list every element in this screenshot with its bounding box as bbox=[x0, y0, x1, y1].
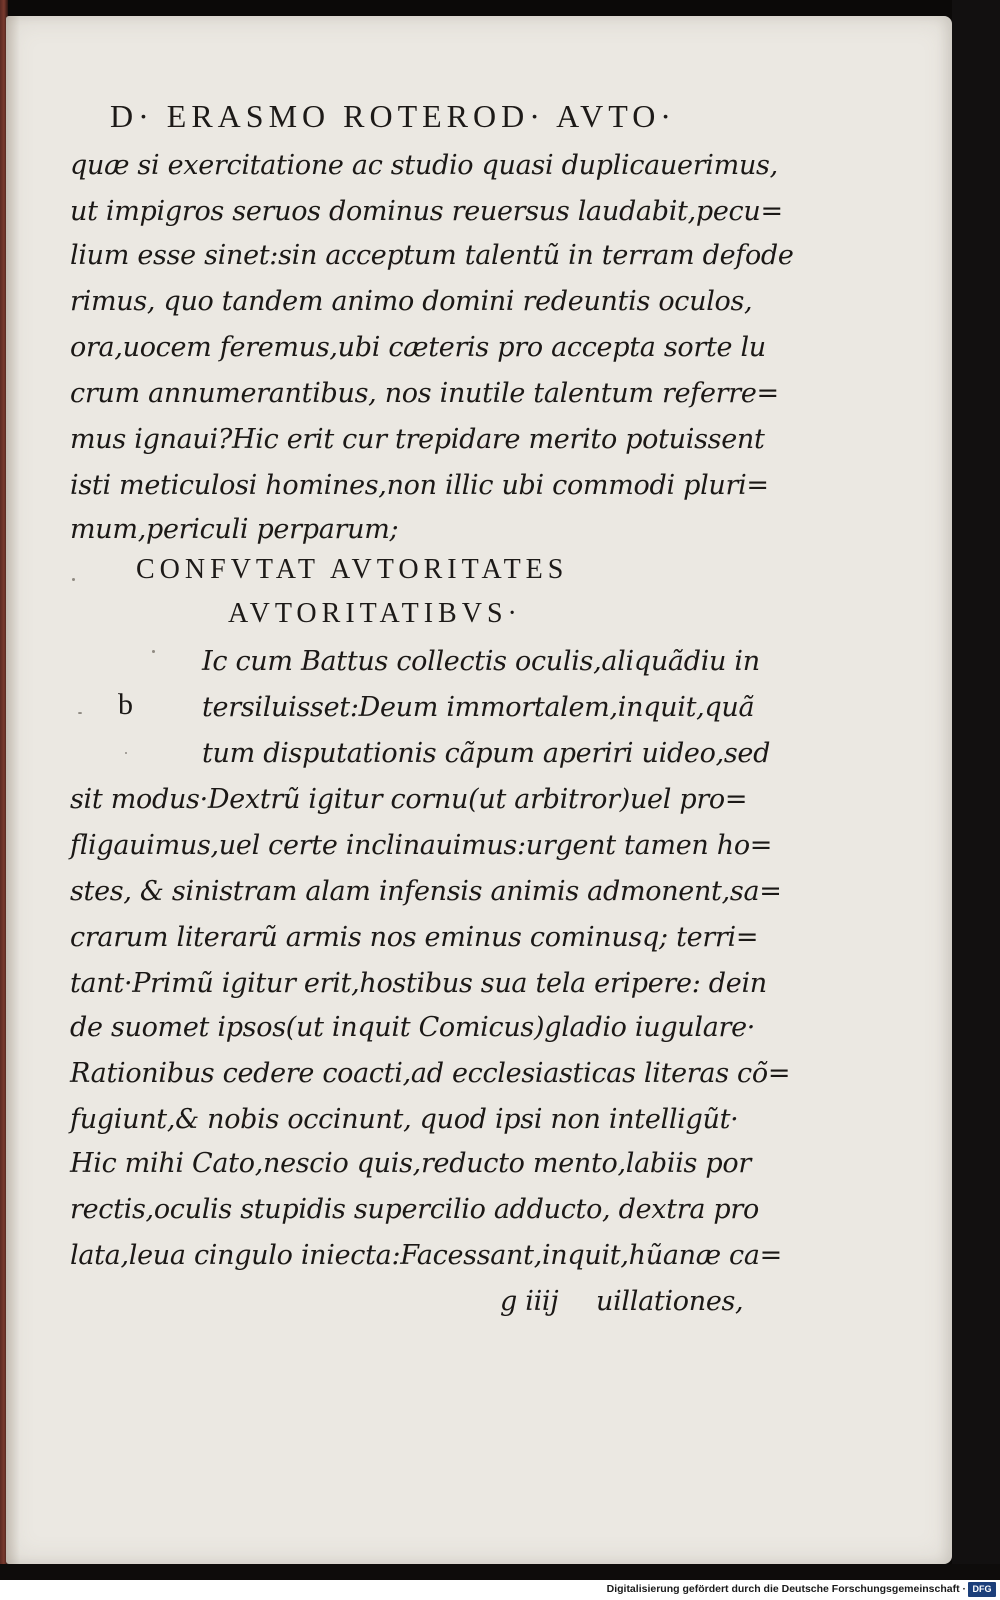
paper-speck bbox=[78, 712, 82, 714]
text-line: crum annumerantibus, nos inutile talentum referre= bbox=[70, 378, 779, 409]
text-line: mus ignaui?Hic erit cur trepidare merito potuissent bbox=[70, 424, 765, 455]
catchword: uillationes, bbox=[596, 1286, 744, 1317]
text-line: mum,periculi perparum; bbox=[70, 514, 399, 545]
scan-credit-text: Digitalisierung gefördert durch die Deutsche Forschungsgemeinschaft · bbox=[606, 1583, 966, 1595]
paper-speck bbox=[152, 650, 155, 653]
scan-margin-right bbox=[952, 0, 1000, 1580]
running-head: D· ERASMO ROTEROD· AVTO· bbox=[110, 98, 676, 134]
paper-speck bbox=[125, 752, 127, 754]
section-heading-line-2: AVTORITATIBVS· bbox=[228, 598, 522, 629]
text-line: fligauimus,uel certe inclinauimus:urgent tamen ho= bbox=[70, 830, 773, 861]
text-line: de suomet ipsos(ut inquit Comicus)gladio iugulare· bbox=[70, 1012, 756, 1043]
text-line: stes, & sinistram alam infensis animis admonent,sa= bbox=[70, 876, 782, 907]
paper-speck bbox=[72, 578, 75, 581]
text-line: Hic mihi Cato,nescio quis,reducto mento,labiis por bbox=[70, 1148, 751, 1179]
page-gutter-shadow bbox=[6, 16, 20, 1564]
text-line: ut impigros seruos dominus reuersus laudabit,pecu= bbox=[70, 196, 783, 227]
text-line: rimus, quo tandem animo domini redeuntis oculos, bbox=[70, 286, 753, 317]
text-line: tum disputationis cãpum aperiri uideo,sed bbox=[202, 738, 771, 769]
text-line: tant·Primũ igitur erit,hostibus sua tela eripere: dein bbox=[70, 968, 767, 999]
text-line: ora,uocem feremus,ubi cæteris pro accepta sorte lu bbox=[70, 332, 766, 363]
dfg-logo: DFG bbox=[968, 1582, 996, 1597]
text-line: sit modus·Dextrũ igitur cornu(ut arbitror)uel pro= bbox=[70, 784, 748, 815]
text-line: fugiunt,& nobis occinunt, quod ipsi non intelligũt· bbox=[70, 1104, 739, 1135]
text-line: lata,leua cingulo iniecta:Facessant,inquit,hũanæ ca= bbox=[70, 1240, 783, 1271]
text-line: crarum literarũ armis nos eminus cominusq; terri= bbox=[70, 922, 759, 953]
section-heading-line-1: CONFVTAT AVTORITATES bbox=[136, 554, 569, 585]
text-line: lium esse sinet:sin acceptum talentũ in terram defode bbox=[70, 240, 794, 271]
text-line: quæ si exercitatione ac studio quasi duplicauerimus, bbox=[70, 150, 778, 181]
marginal-signature-letter: b bbox=[118, 688, 133, 721]
text-line: Ic cum Battus collectis oculis,aliquãdiu in bbox=[202, 646, 760, 677]
scan-margin-bottom bbox=[0, 1564, 1000, 1580]
text-line: isti meticulosi homines,non illic ubi commodi pluri= bbox=[70, 470, 769, 501]
text-line: rectis,oculis stupidis supercilio adducto, dextra pro bbox=[70, 1194, 759, 1225]
signature-footer: g iiij bbox=[500, 1286, 559, 1317]
text-line: Rationibus cedere coacti,ad ecclesiasticas literas cõ= bbox=[70, 1058, 791, 1089]
text-line: tersiluisset:Deum immortalem,inquit,quã bbox=[202, 692, 755, 723]
